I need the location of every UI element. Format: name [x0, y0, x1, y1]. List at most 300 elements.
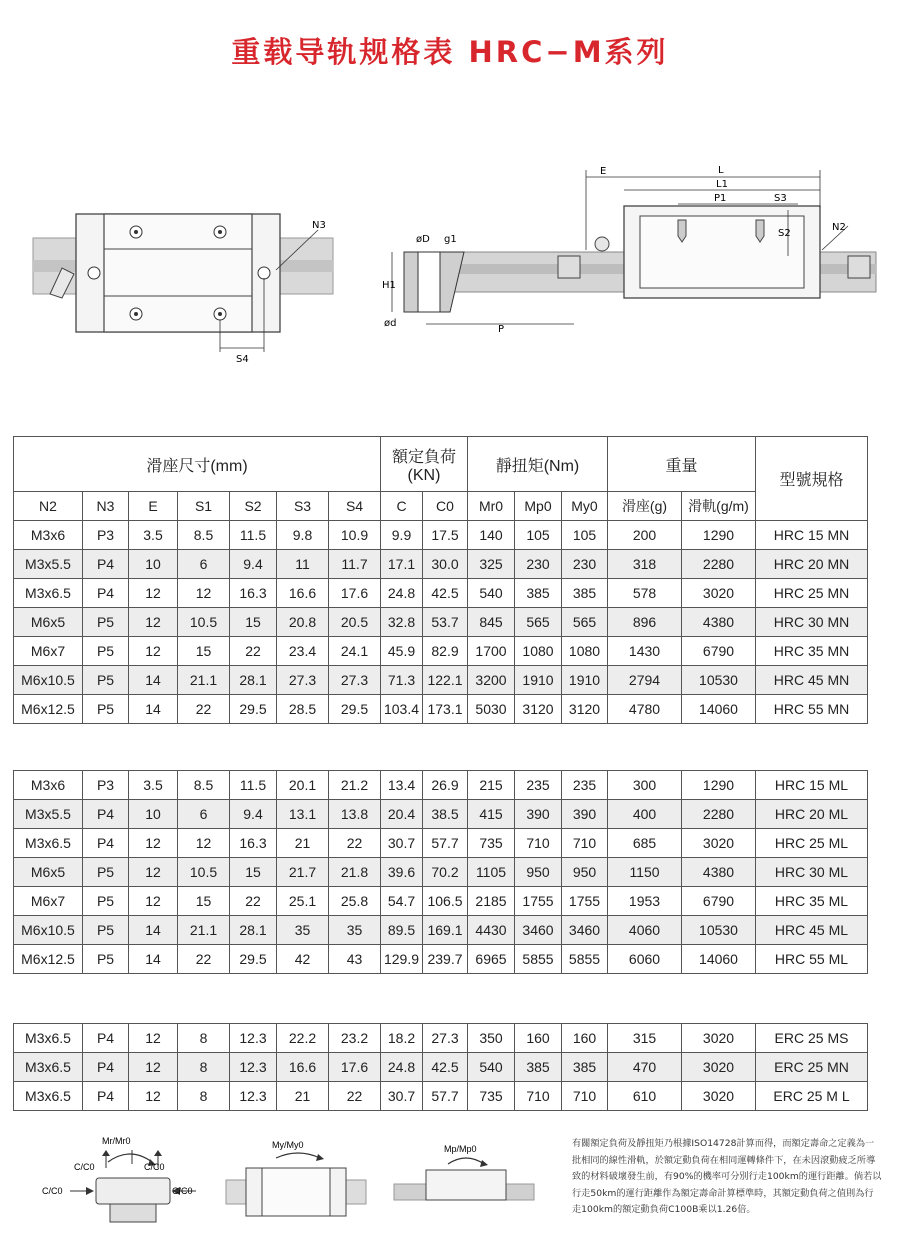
table-cell: ERC 25 MN: [756, 1053, 868, 1082]
table-cell: 30.7: [381, 1082, 423, 1111]
table-cell: 12.3: [230, 1053, 277, 1082]
header-static-moment: 靜扭矩(Nm): [468, 437, 608, 492]
table-cell: 15: [178, 887, 230, 916]
table-cell: 24.8: [381, 1053, 423, 1082]
table-cell: 21.1: [178, 666, 230, 695]
table-cell: 15: [230, 858, 277, 887]
table-cell: P5: [83, 608, 129, 637]
label-mr: Mr/Mr0: [102, 1136, 131, 1146]
table-cell: 8: [178, 1024, 230, 1053]
label-c-c0-side-right: C/C0: [172, 1186, 193, 1196]
table-cell: 9.8: [277, 521, 329, 550]
table-cell: 230: [562, 550, 608, 579]
table-cell: 29.5: [230, 695, 277, 724]
table-cell: 106.5: [423, 887, 468, 916]
table-cell: 230: [515, 550, 562, 579]
table-cell: 12: [129, 887, 178, 916]
table-cell: 29.5: [230, 945, 277, 974]
label-n3: N3: [312, 220, 326, 231]
table-cell: 470: [608, 1053, 682, 1082]
table-cell: P3: [83, 771, 129, 800]
table-cell: 169.1: [423, 916, 468, 945]
table-cell: 26.9: [423, 771, 468, 800]
table-cell: 25.8: [329, 887, 381, 916]
spec-table-ml: [13, 770, 868, 974]
table-cell: 12: [129, 1082, 178, 1111]
table-cell: 21: [277, 1082, 329, 1111]
label-mp: Mp/Mp0: [444, 1144, 477, 1154]
table-cell: 12: [129, 637, 178, 666]
table-cell: 17.6: [329, 579, 381, 608]
table-cell: P4: [83, 829, 129, 858]
table-cell: 6: [178, 550, 230, 579]
table-cell: 42: [277, 945, 329, 974]
table-cell: 28.1: [230, 916, 277, 945]
table-cell: HRC 25 ML: [756, 829, 868, 858]
table-cell: 10530: [682, 916, 756, 945]
table-cell: 23.4: [277, 637, 329, 666]
table-cell: 8.5: [178, 771, 230, 800]
table-cell: 385: [562, 1053, 608, 1082]
table-cell: M6x10.5: [14, 666, 83, 695]
table-cell: 21.8: [329, 858, 381, 887]
table-cell: P4: [83, 579, 129, 608]
table-cell: P4: [83, 1082, 129, 1111]
table-cell: 22: [329, 1082, 381, 1111]
table-cell: 16.3: [230, 579, 277, 608]
table-cell: 17.1: [381, 550, 423, 579]
table-cell: 12: [129, 608, 178, 637]
table-cell: 12.3: [230, 1082, 277, 1111]
table-cell: 122.1: [423, 666, 468, 695]
table-cell: 3200: [468, 666, 515, 695]
table-cell: 22: [178, 695, 230, 724]
table-cell: 385: [515, 1053, 562, 1082]
table-cell: HRC 20 ML: [756, 800, 868, 829]
table-row: [14, 858, 868, 887]
load-diagram-my: [222, 1136, 372, 1226]
table-cell: 22: [329, 829, 381, 858]
table-cell: 16.3: [230, 829, 277, 858]
table-cell: 24.8: [381, 579, 423, 608]
table-cell: M3x6.5: [14, 1053, 83, 1082]
table-cell: 22.2: [277, 1024, 329, 1053]
table-cell: 8: [178, 1053, 230, 1082]
table-cell: 3120: [515, 695, 562, 724]
table-cell: 5855: [515, 945, 562, 974]
table-row: [14, 521, 868, 550]
table-cell: 16.6: [277, 579, 329, 608]
table-row: [14, 887, 868, 916]
table-cell: 950: [515, 858, 562, 887]
load-diagram-mp: [390, 1140, 540, 1220]
table-cell: 9.4: [230, 550, 277, 579]
table-cell: 17.6: [329, 1053, 381, 1082]
subheader-s1: S1: [178, 492, 230, 521]
subheader-c0: C0: [423, 492, 468, 521]
table-cell: 4380: [682, 858, 756, 887]
table-cell: 1430: [608, 637, 682, 666]
table-cell: 4380: [682, 608, 756, 637]
table-cell: 27.3: [277, 666, 329, 695]
subheader-s4: S4: [329, 492, 381, 521]
table-cell: 20.5: [329, 608, 381, 637]
table-cell: 6: [178, 800, 230, 829]
table-cell: 12.3: [230, 1024, 277, 1053]
table-row: [14, 1082, 868, 1111]
table-cell: 3460: [515, 916, 562, 945]
spec-table-mn: [13, 436, 868, 724]
table-cell: 400: [608, 800, 682, 829]
table-cell: M3x6.5: [14, 1024, 83, 1053]
table-cell: 129.9: [381, 945, 423, 974]
table-cell: 89.5: [381, 916, 423, 945]
table-cell: M6x5: [14, 608, 83, 637]
table-row: [14, 771, 868, 800]
table-cell: 39.6: [381, 858, 423, 887]
table-cell: 735: [468, 1082, 515, 1111]
table-cell: 2280: [682, 550, 756, 579]
table-cell: 3020: [682, 829, 756, 858]
table-cell: 25.1: [277, 887, 329, 916]
table-cell: 22: [230, 637, 277, 666]
table-cell: 1150: [608, 858, 682, 887]
table-cell: M3x6.5: [14, 579, 83, 608]
table-cell: HRC 55 MN: [756, 695, 868, 724]
header-model: 型號規格: [756, 437, 868, 521]
table-cell: HRC 35 MN: [756, 637, 868, 666]
table-cell: HRC 35 ML: [756, 887, 868, 916]
subheader-mp0: Mp0: [515, 492, 562, 521]
table-cell: HRC 15 MN: [756, 521, 868, 550]
table-cell: 385: [515, 579, 562, 608]
label-n2: N2: [832, 222, 846, 233]
table-cell: 11.5: [230, 521, 277, 550]
table-cell: 82.9: [423, 637, 468, 666]
side-view-diagram: [378, 160, 883, 340]
table-cell: 8: [178, 1082, 230, 1111]
table-cell: 18.2: [381, 1024, 423, 1053]
table-cell: 1105: [468, 858, 515, 887]
table-cell: 710: [562, 829, 608, 858]
table-cell: 3120: [562, 695, 608, 724]
table-cell: 2185: [468, 887, 515, 916]
table-cell: 6790: [682, 887, 756, 916]
table-cell: 200: [608, 521, 682, 550]
table-cell: HRC 45 ML: [756, 916, 868, 945]
table-cell: M6x7: [14, 637, 83, 666]
table-cell: M6x7: [14, 887, 83, 916]
table-cell: 9.9: [381, 521, 423, 550]
table-cell: 896: [608, 608, 682, 637]
table-cell: 15: [178, 637, 230, 666]
table-cell: 6790: [682, 637, 756, 666]
table-cell: 173.1: [423, 695, 468, 724]
table-cell: 160: [562, 1024, 608, 1053]
table-cell: 5855: [562, 945, 608, 974]
table-cell: 10: [129, 800, 178, 829]
label-c-c0-right: C/C0: [144, 1162, 165, 1172]
subheader-e: E: [129, 492, 178, 521]
table-cell: 27.3: [423, 1024, 468, 1053]
table-cell: 13.8: [329, 800, 381, 829]
table-cell: 35: [329, 916, 381, 945]
table-cell: 57.7: [423, 829, 468, 858]
table-cell: 315: [608, 1024, 682, 1053]
table-cell: 950: [562, 858, 608, 887]
table-cell: 53.7: [423, 608, 468, 637]
table-row: [14, 800, 868, 829]
subheader-mr0: Mr0: [468, 492, 515, 521]
table-cell: M3x6: [14, 521, 83, 550]
table-cell: 15: [230, 608, 277, 637]
table-cell: 350: [468, 1024, 515, 1053]
table-cell: 1290: [682, 771, 756, 800]
table-cell: HRC 30 MN: [756, 608, 868, 637]
label-p: P: [498, 324, 505, 335]
table-cell: 540: [468, 1053, 515, 1082]
table-cell: 24.1: [329, 637, 381, 666]
table-cell: 1953: [608, 887, 682, 916]
table-cell: 42.5: [423, 579, 468, 608]
subheader-n3: N3: [83, 492, 129, 521]
table-cell: 1080: [562, 637, 608, 666]
table-cell: 710: [562, 1082, 608, 1111]
table-cell: 11: [277, 550, 329, 579]
table-cell: 105: [515, 521, 562, 550]
table-cell: 21.2: [329, 771, 381, 800]
table-cell: 21.1: [178, 916, 230, 945]
table-row: [14, 945, 868, 974]
table-cell: P5: [83, 695, 129, 724]
table-cell: 6060: [608, 945, 682, 974]
table-cell: 3020: [682, 1082, 756, 1111]
table-cell: 21.7: [277, 858, 329, 887]
table-cell: 140: [468, 521, 515, 550]
table-cell: 3460: [562, 916, 608, 945]
table-row: [14, 550, 868, 579]
table-cell: P4: [83, 550, 129, 579]
table-cell: ERC 25 MS: [756, 1024, 868, 1053]
table-cell: 4780: [608, 695, 682, 724]
table-cell: HRC 45 MN: [756, 666, 868, 695]
table-cell: 300: [608, 771, 682, 800]
label-my: My/My0: [272, 1140, 304, 1150]
table-cell: 3020: [682, 1053, 756, 1082]
table-cell: 235: [515, 771, 562, 800]
table-cell: 4430: [468, 916, 515, 945]
table-cell: 45.9: [381, 637, 423, 666]
table-cell: 14: [129, 916, 178, 945]
table-cell: 22: [230, 887, 277, 916]
table-cell: M3x6.5: [14, 1082, 83, 1111]
table-cell: 1700: [468, 637, 515, 666]
label-g1: g1: [444, 234, 457, 245]
table-cell: 5030: [468, 695, 515, 724]
label-c-c0-left: C/C0: [74, 1162, 95, 1172]
table-row: [14, 695, 868, 724]
table-cell: P5: [83, 637, 129, 666]
table-cell: P5: [83, 666, 129, 695]
table-cell: P4: [83, 800, 129, 829]
table-cell: P4: [83, 1053, 129, 1082]
table-cell: 160: [515, 1024, 562, 1053]
table-cell: 105: [562, 521, 608, 550]
table-cell: 685: [608, 829, 682, 858]
header-weight: 重量: [608, 437, 756, 492]
label-l: L: [718, 165, 724, 176]
table-cell: 54.7: [381, 887, 423, 916]
table-cell: 12: [129, 579, 178, 608]
table-cell: 12: [129, 829, 178, 858]
subheader-n2: N2: [14, 492, 83, 521]
subheader-rail-weight: 滑軌(g/m): [682, 492, 756, 521]
table-cell: HRC 30 ML: [756, 858, 868, 887]
table-cell: 23.2: [329, 1024, 381, 1053]
table-cell: M6x5: [14, 858, 83, 887]
table-cell: 14060: [682, 945, 756, 974]
table-cell: 1910: [562, 666, 608, 695]
table-cell: 12: [178, 579, 230, 608]
table-cell: 390: [515, 800, 562, 829]
table-cell: 710: [515, 829, 562, 858]
table-cell: 578: [608, 579, 682, 608]
table-cell: 14060: [682, 695, 756, 724]
table-cell: 57.7: [423, 1082, 468, 1111]
table-cell: 14: [129, 666, 178, 695]
table-cell: 385: [562, 579, 608, 608]
table-cell: 29.5: [329, 695, 381, 724]
table-cell: HRC 25 MN: [756, 579, 868, 608]
table-cell: 13.4: [381, 771, 423, 800]
table-cell: M3x6.5: [14, 829, 83, 858]
table-cell: 325: [468, 550, 515, 579]
table-cell: 215: [468, 771, 515, 800]
table-cell: 17.5: [423, 521, 468, 550]
table-cell: 235: [562, 771, 608, 800]
table-cell: 4060: [608, 916, 682, 945]
table-cell: 390: [562, 800, 608, 829]
table-row: [14, 829, 868, 858]
table-cell: 3.5: [129, 771, 178, 800]
table-cell: 12: [129, 1024, 178, 1053]
table-cell: 20.1: [277, 771, 329, 800]
table-cell: 20.8: [277, 608, 329, 637]
table-cell: 27.3: [329, 666, 381, 695]
table-cell: 11.7: [329, 550, 381, 579]
table-cell: 239.7: [423, 945, 468, 974]
label-phi-d: ød: [384, 318, 397, 329]
table-cell: 28.1: [230, 666, 277, 695]
table-cell: 14: [129, 695, 178, 724]
top-view-diagram: [28, 200, 348, 370]
table-cell: 710: [515, 1082, 562, 1111]
table-row: [14, 916, 868, 945]
table-cell: 2280: [682, 800, 756, 829]
table-cell: 1910: [515, 666, 562, 695]
table-cell: 3020: [682, 579, 756, 608]
label-s3: S3: [774, 193, 787, 204]
subheader-s3: S3: [277, 492, 329, 521]
page-title: 重载导轨规格表 HRC−M系列: [231, 35, 669, 69]
label-e: E: [600, 166, 607, 177]
table-cell: 70.2: [423, 858, 468, 887]
rating-note: 有關額定負荷及靜扭矩乃根據ISO14728計算而得，而額定壽命之定義為一批相同的線性滑軌，於額定動負荷在相同運轉條件下，在未因滾動疲乏所導致的材料破壞發生前，有90%的機率可分別行走100km的運行距離。倘若以行走50km的運行距離作為額定壽命計算標準時，其額定動負荷之值則為行走100km的額定動負荷C100B乘以1.26倍。: [572, 1138, 882, 1215]
table-cell: 1755: [562, 887, 608, 916]
table-cell: P5: [83, 916, 129, 945]
table-cell: M6x12.5: [14, 695, 83, 724]
subheader-c: C: [381, 492, 423, 521]
table-cell: HRC 55 ML: [756, 945, 868, 974]
table-cell: 540: [468, 579, 515, 608]
table-cell: 1290: [682, 521, 756, 550]
table-cell: 38.5: [423, 800, 468, 829]
table-cell: 32.8: [381, 608, 423, 637]
label-l1: L1: [716, 179, 728, 190]
table-cell: HRC 15 ML: [756, 771, 868, 800]
table-cell: M6x12.5: [14, 945, 83, 974]
table-cell: ERC 25 M L: [756, 1082, 868, 1111]
table-cell: 3.5: [129, 521, 178, 550]
table-cell: 12: [129, 858, 178, 887]
table-row: [14, 1024, 868, 1053]
table-cell: P5: [83, 945, 129, 974]
label-c-c0-side-left: C/C0: [42, 1186, 63, 1196]
load-diagram-mr: [40, 1132, 210, 1232]
table-cell: 11.5: [230, 771, 277, 800]
table-row: [14, 608, 868, 637]
table-cell: 10: [129, 550, 178, 579]
label-phi-big-d: øD: [416, 234, 430, 245]
table-cell: 43: [329, 945, 381, 974]
table-cell: 14: [129, 945, 178, 974]
subheader-s2: S2: [230, 492, 277, 521]
table-cell: 610: [608, 1082, 682, 1111]
table-cell: 20.4: [381, 800, 423, 829]
table-cell: 1080: [515, 637, 562, 666]
table-cell: M3x6: [14, 771, 83, 800]
table-cell: 10.5: [178, 608, 230, 637]
table-cell: 845: [468, 608, 515, 637]
label-p1: P1: [714, 193, 727, 204]
label-h1: H1: [382, 280, 396, 291]
table-cell: M3x5.5: [14, 550, 83, 579]
table-cell: 71.3: [381, 666, 423, 695]
table-cell: P5: [83, 858, 129, 887]
table-row: [14, 666, 868, 695]
table-cell: 10530: [682, 666, 756, 695]
table-cell: 318: [608, 550, 682, 579]
table-cell: 8.5: [178, 521, 230, 550]
table-cell: 13.1: [277, 800, 329, 829]
table-cell: P4: [83, 1024, 129, 1053]
table-cell: 103.4: [381, 695, 423, 724]
table-cell: 12: [129, 1053, 178, 1082]
table-cell: M6x10.5: [14, 916, 83, 945]
table-cell: 16.6: [277, 1053, 329, 1082]
label-s4: S4: [236, 354, 249, 365]
table-cell: 735: [468, 829, 515, 858]
table-cell: 21: [277, 829, 329, 858]
table-cell: 35: [277, 916, 329, 945]
table-cell: 10.9: [329, 521, 381, 550]
table-row: [14, 1053, 868, 1082]
table-cell: 2794: [608, 666, 682, 695]
table-cell: 28.5: [277, 695, 329, 724]
table-cell: 30.0: [423, 550, 468, 579]
subheader-my0: My0: [562, 492, 608, 521]
table-cell: P5: [83, 887, 129, 916]
